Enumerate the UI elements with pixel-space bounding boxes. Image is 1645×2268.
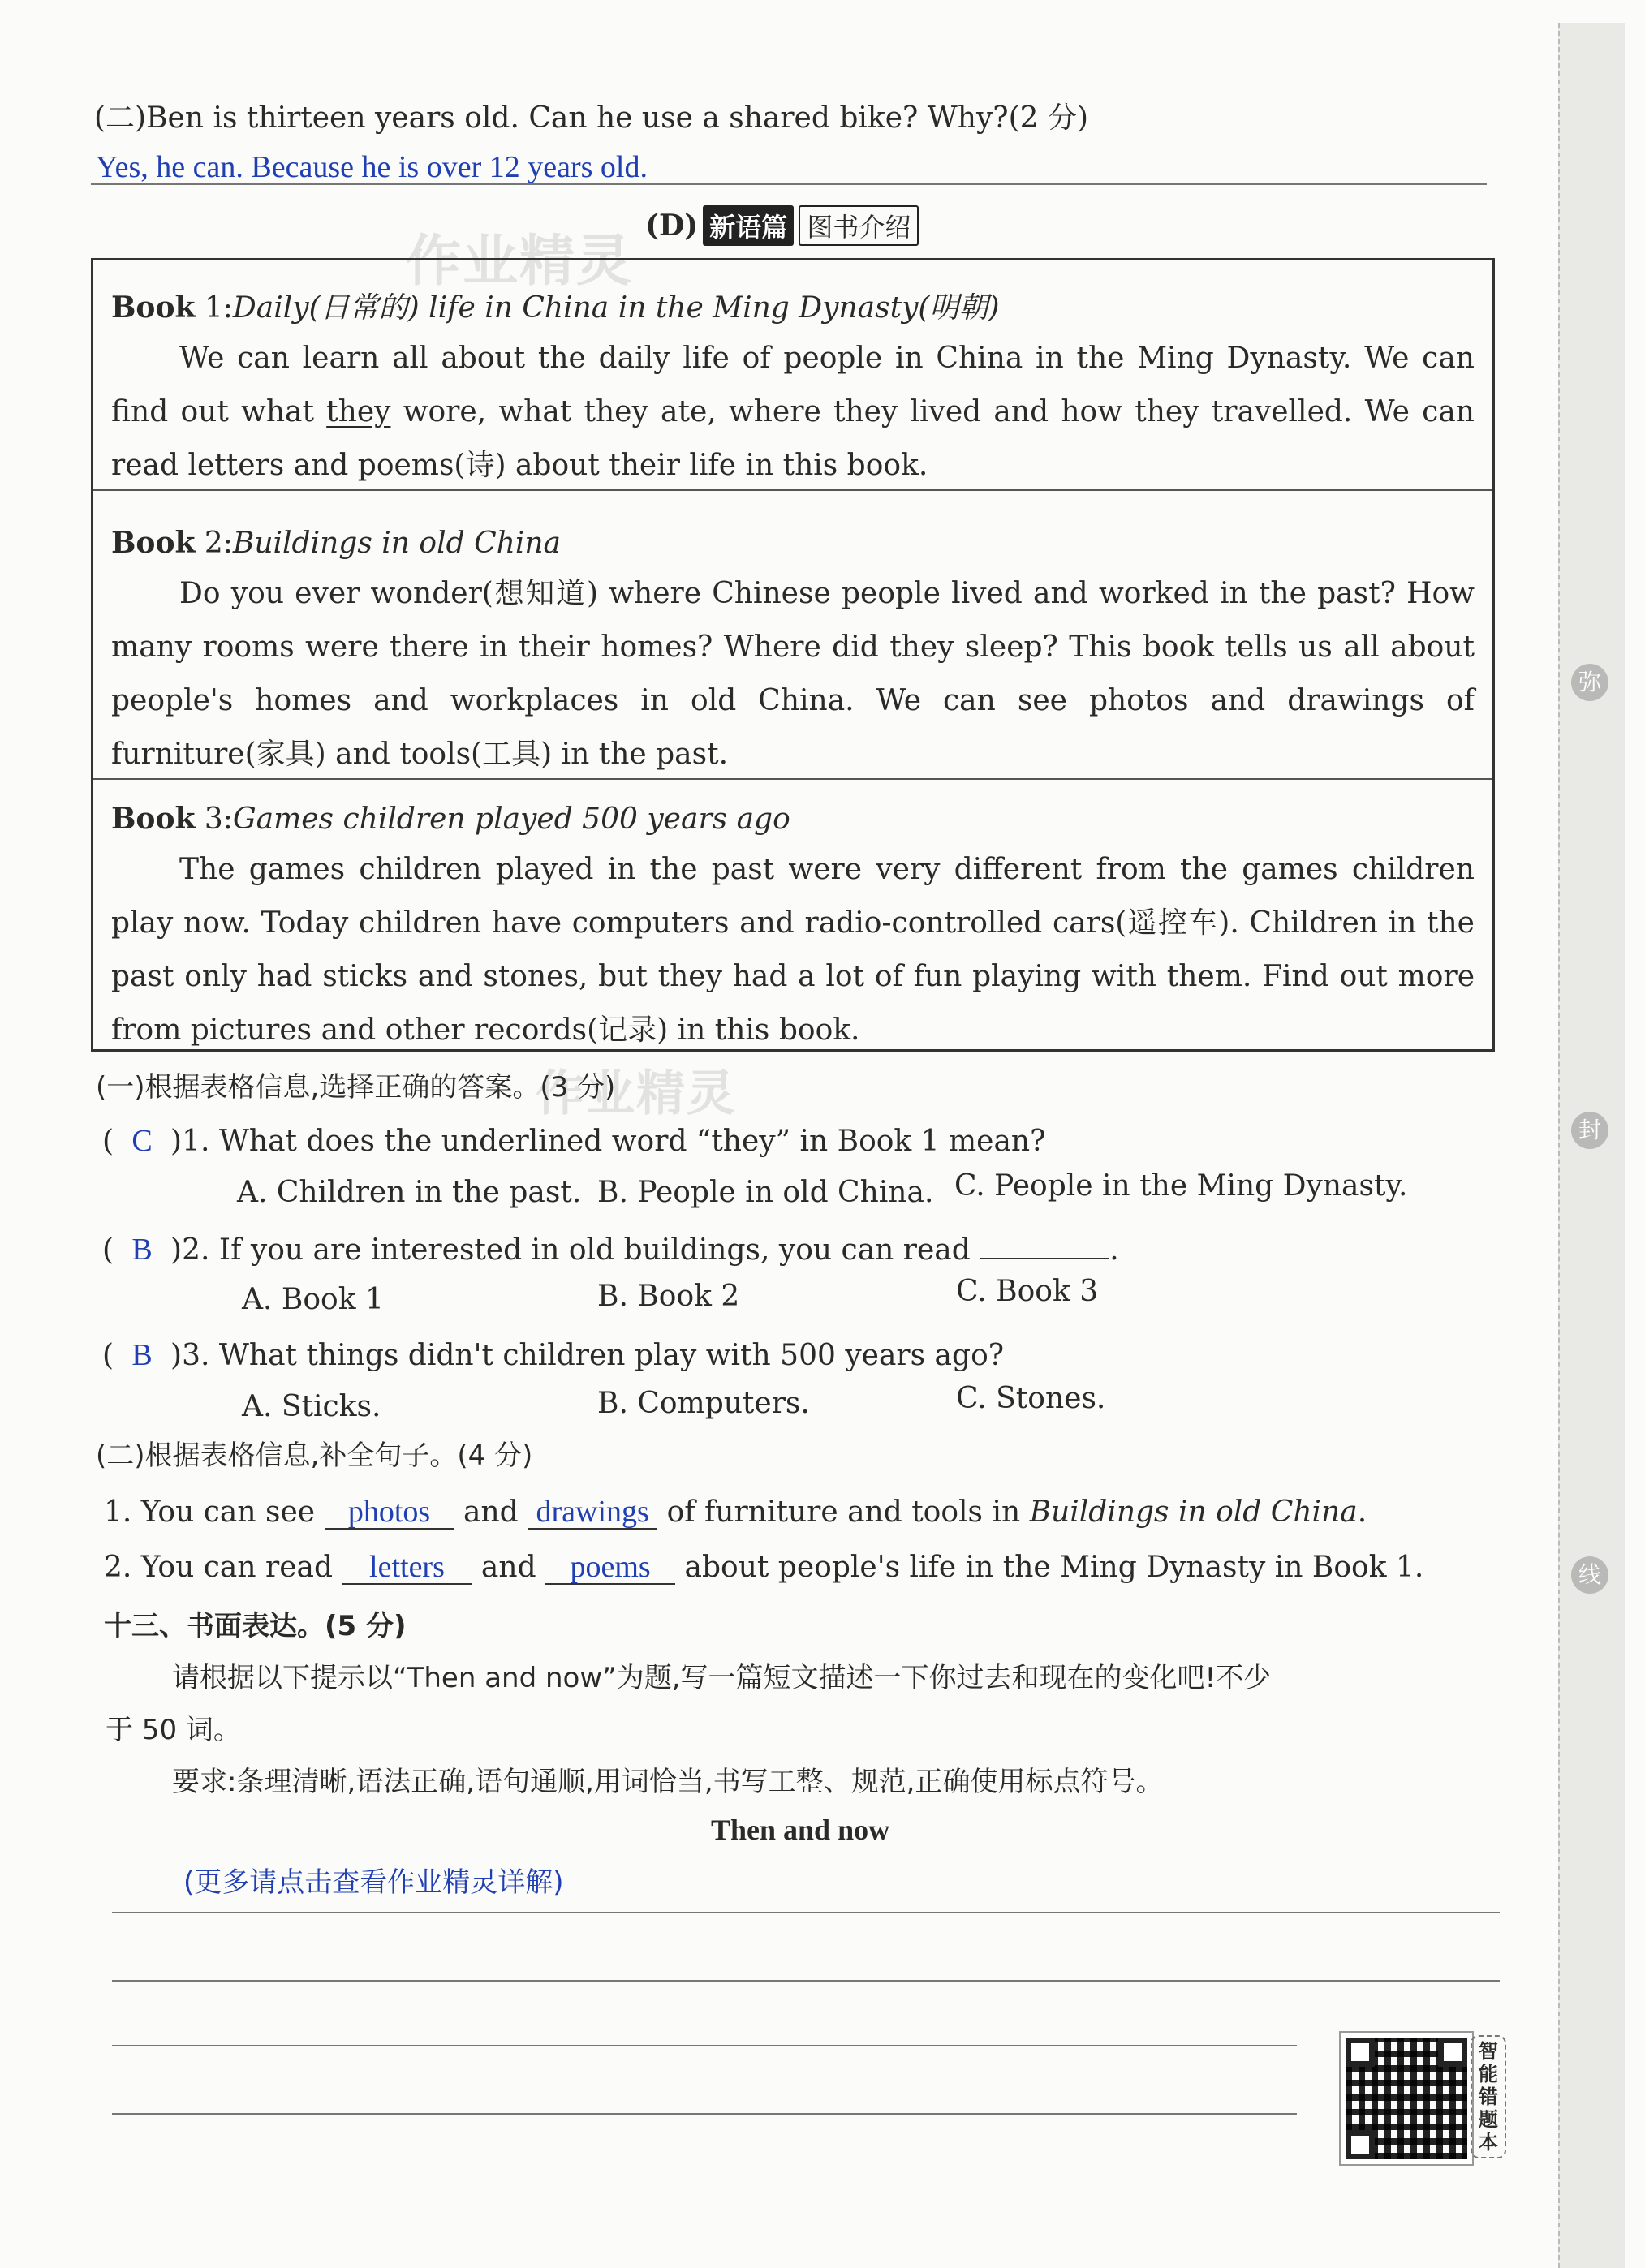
writing-requirements: 要求:条理清晰,语法正确,语句通顺,用词恰当,书写工整、规范,正确使用标点符号。 <box>172 1766 1164 1798</box>
q1-option-b: B. People in old China. <box>597 1176 934 1209</box>
answer-q2: B <box>131 1233 153 1267</box>
table-divider <box>93 778 1492 780</box>
sentence-1: 1. You can see photos and drawings of furniture and tools in Buildings in old China. <box>104 1495 1367 1529</box>
writing-line <box>112 1980 1500 1982</box>
q3-option-b: B. Computers. <box>597 1387 810 1420</box>
smart-mistake-book-label: 智能错题本 <box>1471 2035 1506 2158</box>
writing-line <box>112 2113 1297 2115</box>
binding-margin <box>1558 23 1625 2268</box>
answer-q3: B <box>131 1338 153 1372</box>
blank-drawings: drawings <box>528 1496 657 1530</box>
writing-prompt-2: 于 50 词。 <box>106 1714 241 1746</box>
answer-ben: Yes, he can. Because he is over 12 years old. <box>96 150 648 184</box>
writing-title: Then and now <box>711 1814 890 1846</box>
section-tag-new-text: 新语篇 <box>703 205 794 246</box>
answer-q1: C <box>131 1124 153 1158</box>
section-d-heading <box>645 206 919 245</box>
q2-blank <box>980 1258 1109 1259</box>
book-3-title: Book 3:Games children played 500 years ago <box>111 802 790 836</box>
seal-mark: 封 <box>1571 1112 1608 1149</box>
part1-heading: (一)根据表格信息,选择正确的答案。(3 分) <box>96 1071 616 1104</box>
book-table <box>91 258 1495 1052</box>
book-2-title: Book 2:Buildings in old China <box>111 526 561 560</box>
writing-line <box>112 1912 1500 1913</box>
writing-prompt-1: 请根据以下提示以“Then and now”为题,写一篇短文描述一下你过去和现在的变化吧!不少 <box>172 1662 1272 1694</box>
underlined-word-they: they <box>326 395 391 428</box>
section-letter: (D) <box>645 209 699 243</box>
question-2: ( B )2. If you are interested in old buildings, you can read . <box>102 1233 1119 1267</box>
blank-poems: poems <box>545 1551 675 1585</box>
writing-heading: 十三、书面表达。(5 分) <box>104 1610 407 1642</box>
watermark: 作业精灵 <box>536 1065 737 1122</box>
q3-option-c: C. Stones. <box>956 1382 1106 1415</box>
book-3-text: The games children played in the past were very different from the games children play now. Today children have computers and radio-controlled cars(遥控车). Children in the past only had sticks and stones, but they had a lot of fun playing with them. Find out more from pictures and other records(记录) in this book. <box>111 853 1475 1047</box>
seal-mark: 线 <box>1571 1556 1608 1594</box>
sentence-2: 2. You can read letters and poems about people's life in the Ming Dynasty in Book 1. <box>104 1550 1424 1584</box>
q1-option-c: C. People in the Ming Dynasty. <box>954 1169 1408 1203</box>
part2-heading: (二)根据表格信息,补全句子。(4 分) <box>96 1440 533 1472</box>
question-1: ( C )1. What does the underlined word “they” in Book 1 mean? <box>102 1124 1046 1158</box>
question-ben: (二)Ben is thirteen years old. Can he use a shared bike? Why?(2 分) <box>94 101 1089 135</box>
blank-letters: letters <box>342 1551 472 1585</box>
q3-option-a: A. Sticks. <box>242 1390 381 1423</box>
blank-photos: photos <box>325 1496 454 1530</box>
book-1-title: Book 1:Daily(日常的) life in China in the Ming Dynasty(明朝) <box>111 290 1000 325</box>
more-details-link[interactable]: (更多请点击查看作业精灵详解) <box>183 1866 564 1899</box>
section-tag-book-intro: 图书介绍 <box>799 205 919 246</box>
q2-option-a: A. Book 1 <box>242 1283 384 1316</box>
q2-option-c: C. Book 3 <box>956 1275 1099 1308</box>
writing-line <box>112 2045 1297 2046</box>
q2-option-b: B. Book 2 <box>597 1280 740 1313</box>
table-divider <box>93 489 1492 491</box>
q1-option-a: A. Children in the past. <box>237 1176 582 1209</box>
answer-line <box>91 183 1487 185</box>
book-2-text: Do you ever wonder(想知道) where Chinese people lived and worked in the past? How many rooms were there in their homes? Where did they sleep? This book tells us all about people's homes and workplaces in old China. We can see photos and drawings of furniture(家具) and tools(工具) in the past. <box>111 577 1475 771</box>
watermark: 作业精灵 <box>406 230 634 294</box>
book-1-text: We can learn all about the daily life of people in China in the Ming Dynasty. We can find out what they wore, what they ate, where they lived and how they travelled. We can read letters and poems(诗) about their life in this book. <box>111 342 1475 482</box>
seal-mark: 弥 <box>1571 664 1608 701</box>
question-3: ( B )3. What things didn't children play with 500 years ago? <box>102 1338 1005 1372</box>
qr-code-icon[interactable] <box>1341 2033 1472 2164</box>
